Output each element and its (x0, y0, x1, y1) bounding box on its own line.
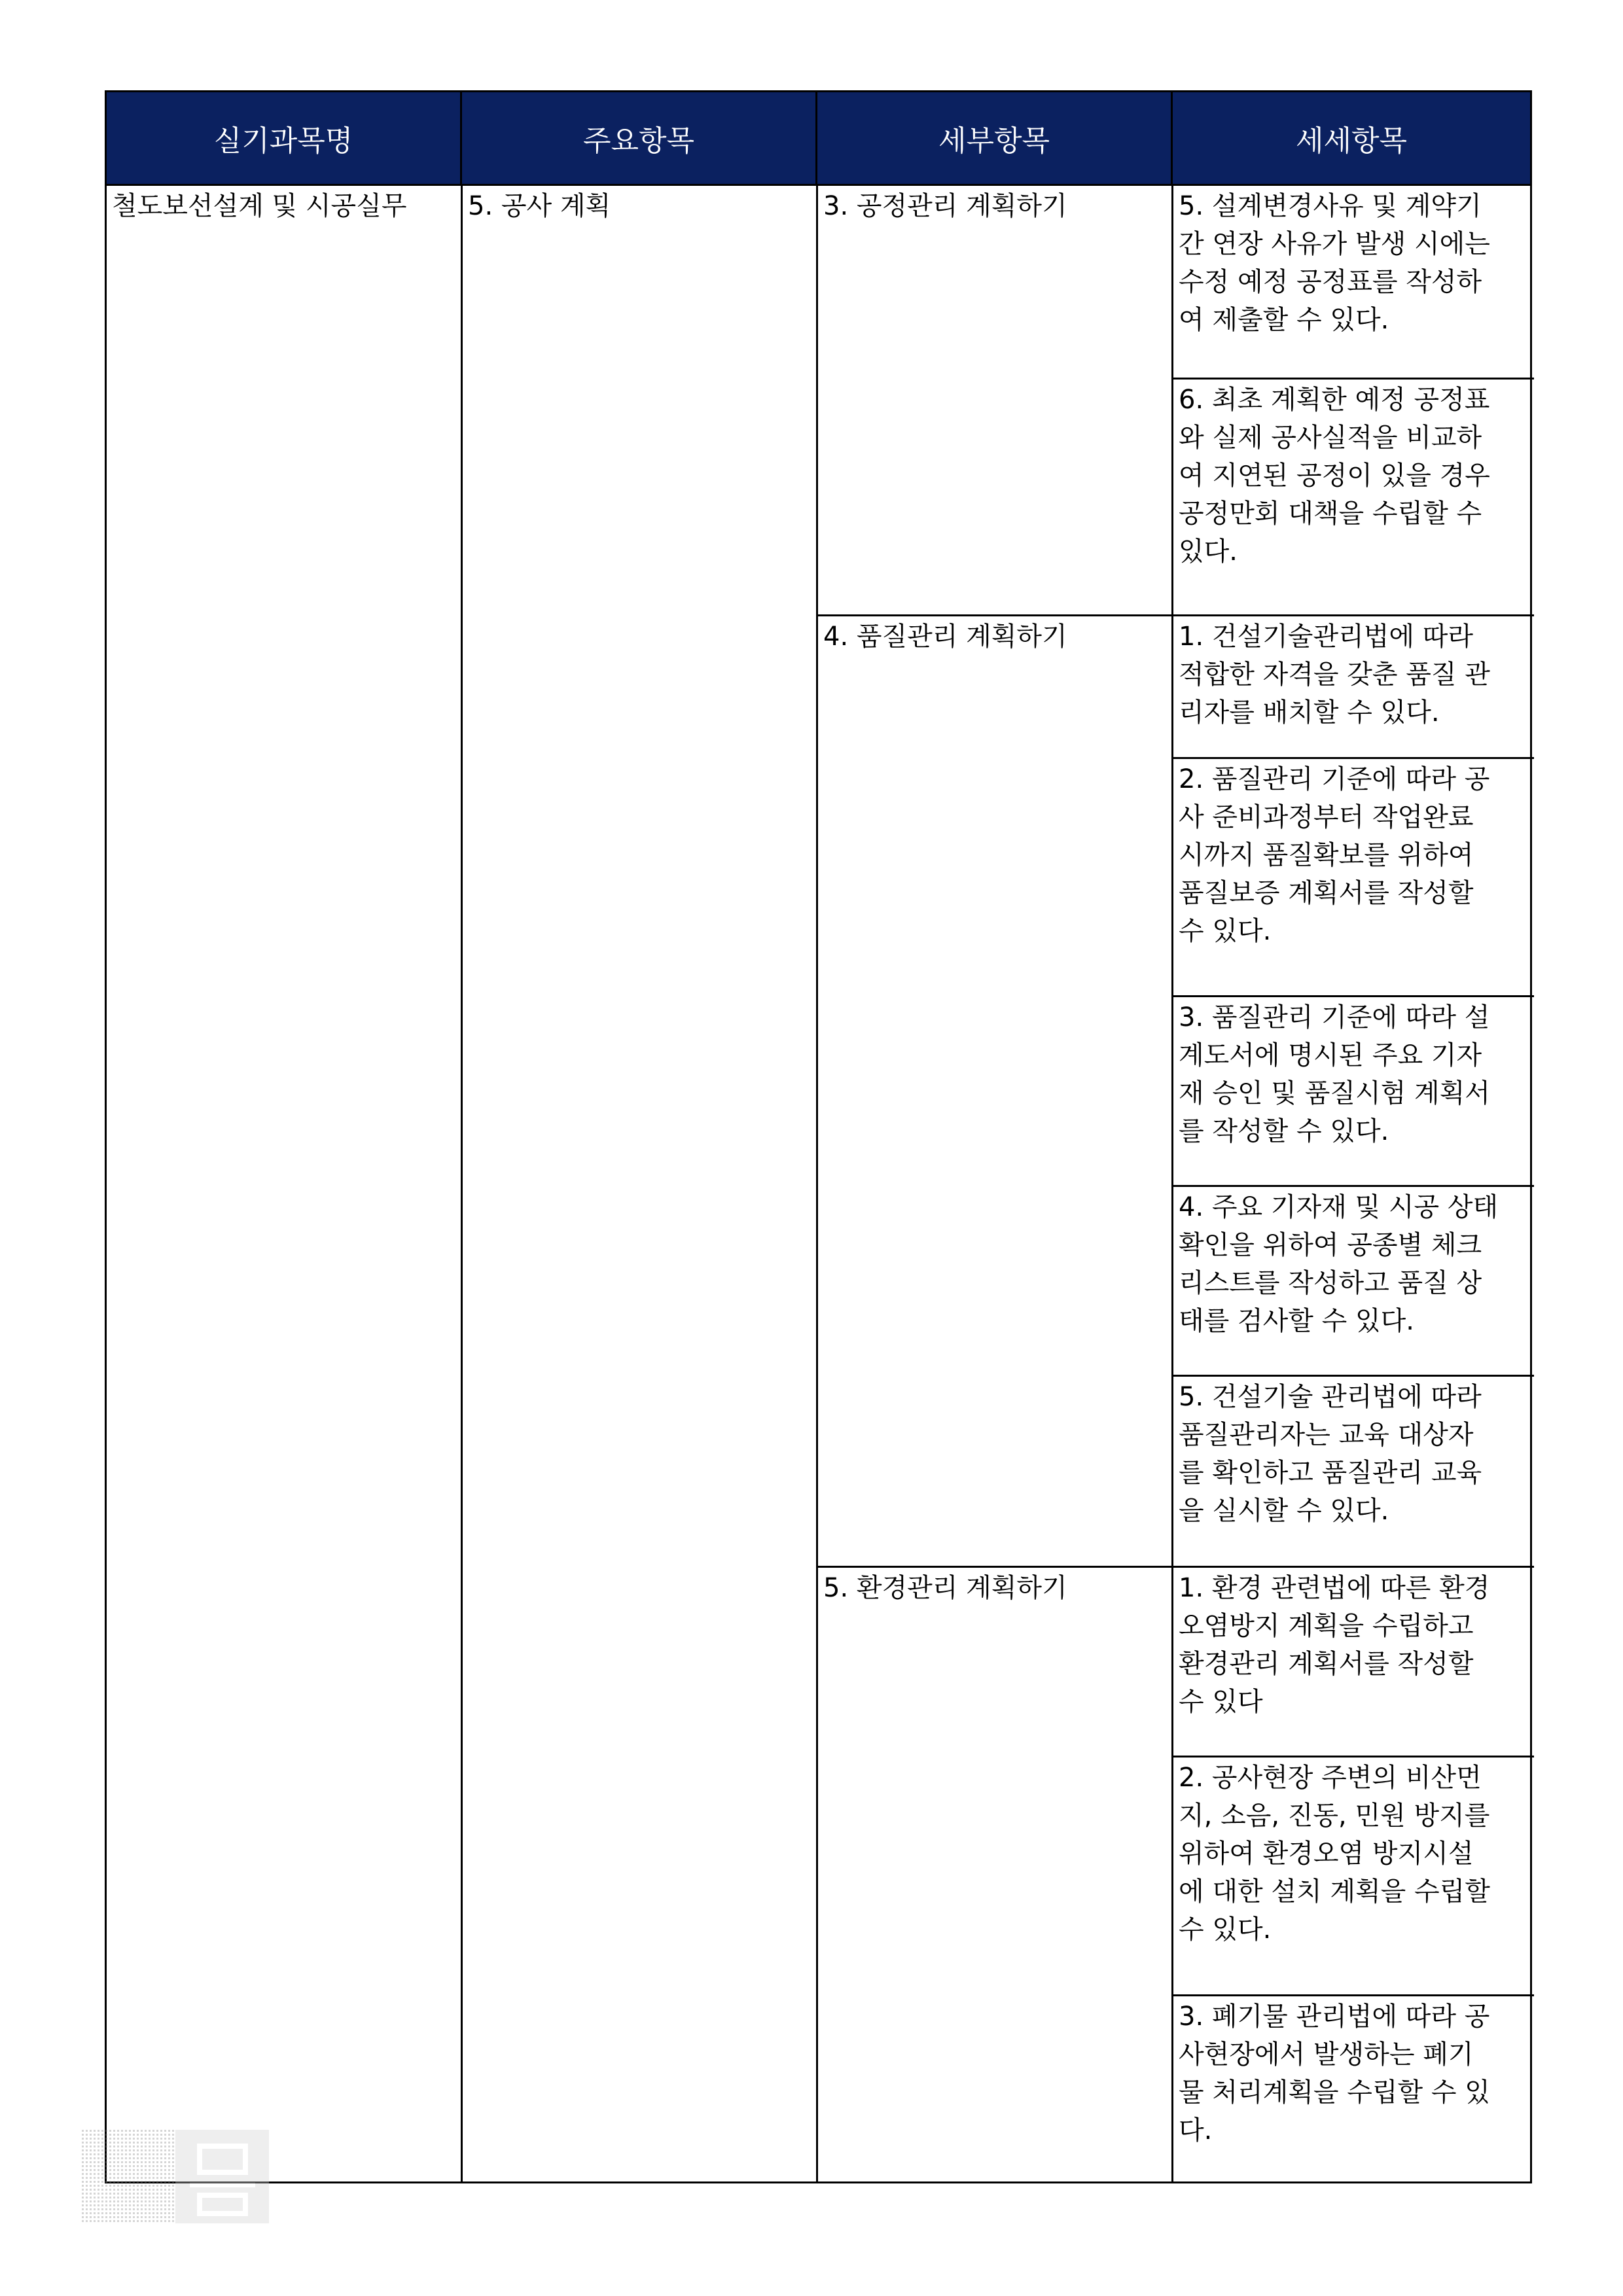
detail-item-cell: 3. 품질관리 기준에 따라 설 계도서에 명시된 주요 기자 재 승인 및 품질시험 계획서 를 작성할 수 있다. (1179, 1002, 1490, 1146)
exam-criteria-table (105, 90, 1532, 2183)
subject-cell: 철도보선설계 및 시공실무 (112, 191, 407, 221)
main-item-cell: 5. 공사 계획 (468, 191, 611, 221)
detail-item-cell: 2. 공사현장 주변의 비산먼 지, 소음, 진동, 민원 방지를 위하여 환경오염 방지시설 에 대한 설치 계획을 수립할 수 있다. (1179, 1763, 1490, 1945)
detail-item-cell: 6. 최초 계획한 예정 공정표 와 실제 공사실적을 비교하 여 지연된 공정이 있을 경우 공정만회 대책을 수립할 수 있다. (1179, 385, 1490, 567)
header-main-item: 주요항목 (462, 92, 817, 184)
header-subject: 실기과목명 (107, 92, 462, 184)
detail-item-cell: 1. 건설기술관리법에 따라 적합한 자격을 갖춘 품질 관 리자를 배치할 수 있다. (1179, 622, 1490, 728)
detail-item-cell: 2. 품질관리 기준에 따라 공 사 준비과정부터 작업완료 시까지 품질확보를 위하여 품질보증 계획서를 작성할 수 있다. (1179, 764, 1490, 946)
sub-item-cell: 3. 공정관리 계획하기 (823, 191, 1067, 221)
detail-item-cell: 1. 환경 관련법에 따른 환경 오염방지 계획을 수립하고 환경관리 계획서를 작성할 수 있다 (1179, 1573, 1490, 1717)
watermark-logo (82, 2130, 269, 2223)
sub-item-cell: 4. 품질관리 계획하기 (823, 622, 1067, 652)
header-detail-item: 세세항목 (1295, 124, 1407, 158)
header-sub-item: 세부항목 (817, 92, 1173, 184)
detail-item-cell: 3. 폐기물 관리법에 따라 공 사현장에서 발생하는 폐기 물 처리계획을 수립할 수 있 다. (1179, 2002, 1490, 2146)
detail-item-cell: 5. 설계변경사유 및 계약기 간 연장 사유가 발생 시에는 수정 예정 공정표를 작성하 여 제출할 수 있다. (1179, 191, 1490, 335)
column-divider (461, 184, 463, 2181)
detail-item-cell: 4. 주요 기자재 및 시공 상태 확인을 위하여 공종별 체크 리스트를 작성하고 품질 상 태를 검사할 수 있다. (1179, 1192, 1499, 1336)
column-divider (816, 184, 818, 2181)
detail-item-cell: 5. 건설기술 관리법에 따라 품질관리자는 교육 대상자 를 확인하고 품질관리 교육 을 실시할 수 있다. (1179, 1382, 1482, 1526)
table-header-row (107, 92, 1530, 186)
sub-item-cell: 5. 환경관리 계획하기 (823, 1573, 1067, 1603)
